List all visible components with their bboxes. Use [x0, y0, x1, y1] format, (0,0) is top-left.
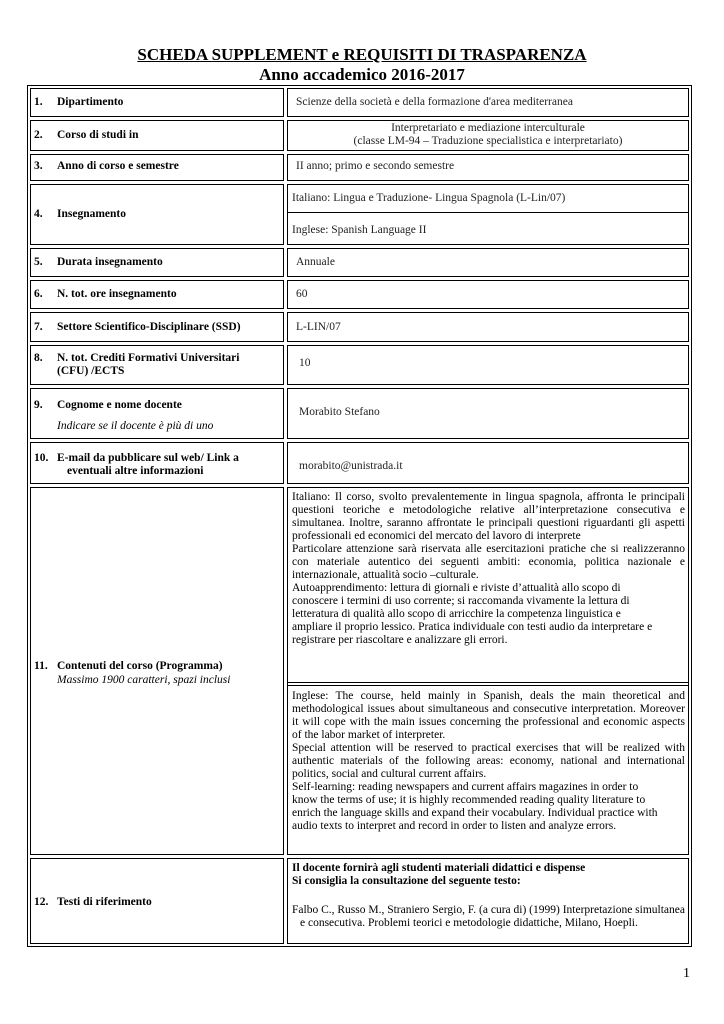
row9-sublabel: Indicare se il docente è più di uno — [57, 420, 214, 432]
row2-label: 2. Corso di studi in — [34, 129, 139, 141]
row11-divider-top — [287, 682, 689, 683]
row11-label: 11. Contenuti del corso (Programma) — [34, 660, 223, 672]
row3-label: 3. Anno di corso e semestre — [34, 160, 179, 172]
reference-entry: Falbo C., Russo M., Straniero Sergio, F. (a cura di) (1999) Interpretazione simultanea e consecutiva. Problemi teorici e metodologie didattiche, Milano, Hoepli. — [292, 904, 685, 929]
document-title: SCHEDA SUPPLEMENT e REQUISITI DI TRASPARENZA — [137, 45, 587, 64]
row7-label: 7. Settore Scientifico-Disciplinare (SSD) — [34, 321, 241, 333]
course-value: Interpretariato e mediazione interculturale (classe LM-94 – Traduzione specialistica e interpretariato) — [353, 122, 623, 147]
program-en-text: Inglese: The course, held mainly in Spanish, deals the main theoretical and methodological issues about simultaneous and consecutive interpretation. Moreover it will cope with the main issues concerning the professional and economic aspects of the labor market of interpreter. Special attention will be reserved to practical exercises that will be realized with authentic materials of the following areas: economy, national and international politics, social and cultural current affairs. Self-learning: reading newspapers and current affairs magazines in order to know the terms of use; it is highly recommended reading quality literature to enrich the language skills and expand their vocabulary. Individual practice with audio texts to interpret and record in order to listen and analyze errors. — [292, 690, 685, 832]
row11-divider-bottom — [287, 685, 689, 686]
ssd-value: L-LIN/07 — [296, 321, 341, 333]
row5-label: 5. Durata insegnamento — [34, 256, 163, 268]
email-value: morabito@unistrada.it — [299, 460, 403, 472]
teacher-value: Morabito Stefano — [299, 406, 380, 418]
program-it-text: Italiano: Il corso, svolto prevalentemente in lingua spagnola, affronta le principali questioni teoriche e metodologiche relative all’interpretazione consecutiva e simultanea. Inoltre, saranno affrontate le principali questioni riguardanti gli aspetti professionali ed economici del mercato del lavoro di interprete Particolare attenzione sarà riservata alle esercitazioni pratiche che si realizzeranno con materiale autentico dei seguenti ambiti: economia, politica nazionale e internazionale, attualità socio –culturale. Autoapprendimento: lettura di giornali e riviste d’attualità allo scopo di conoscere i termini di uso corrente; si raccomanda vivamente la lettura di letteratura di qualità allo scopo di arricchire la competenza linguistica e ampliare il proprio lessico. Pratica individuale con testi audio da interpretare e registrare per riascoltare e analizzare gli errori. — [292, 491, 685, 646]
cfu-value: 10 — [299, 357, 311, 369]
row9-label: 9. Cognome e nome docente — [34, 399, 182, 411]
department-value: Scienze della società e della formazione d'area mediterranea — [296, 96, 573, 108]
row7-value-frame — [287, 312, 689, 342]
row5-value-frame — [287, 248, 689, 277]
page-number: 1 — [683, 966, 690, 981]
row8-label: 8. N. tot. Crediti Formativi Universitari (CFU) /ECTS — [34, 352, 240, 377]
row4-label: 4. Insegnamento — [34, 208, 127, 220]
row6-value-frame — [287, 280, 689, 309]
row10-label: 10. E-mail da pubblicare sul web/ Link a eventuali altre informazioni — [34, 452, 239, 477]
academic-year: Anno accademico 2016-2017 — [259, 65, 465, 84]
row8-value-frame — [287, 345, 689, 385]
year-semester-value: II anno; primo e secondo semestre — [296, 160, 455, 172]
row1-label: 1. Dipartimento — [34, 96, 124, 108]
references-intro: Il docente fornirà agli studenti materiali didattici e dispense Si consiglia la consultazione del seguente testo: — [292, 862, 586, 887]
hours-value: 60 — [296, 288, 308, 300]
row11-sublabel: Massimo 1900 caratteri, spazi inclusi — [57, 674, 231, 686]
duration-value: Annuale — [296, 256, 335, 268]
row6-label: 6. N. tot. ore insegnamento — [34, 288, 177, 300]
row12-label: 12. Testi di riferimento — [34, 896, 152, 908]
teaching-it-value: Italiano: Lingua e Traduzione- Lingua Spagnola (L-Lin/07) — [292, 192, 566, 204]
teaching-en-value: Inglese: Spanish Language II — [292, 224, 427, 236]
row4-divider — [287, 212, 689, 213]
